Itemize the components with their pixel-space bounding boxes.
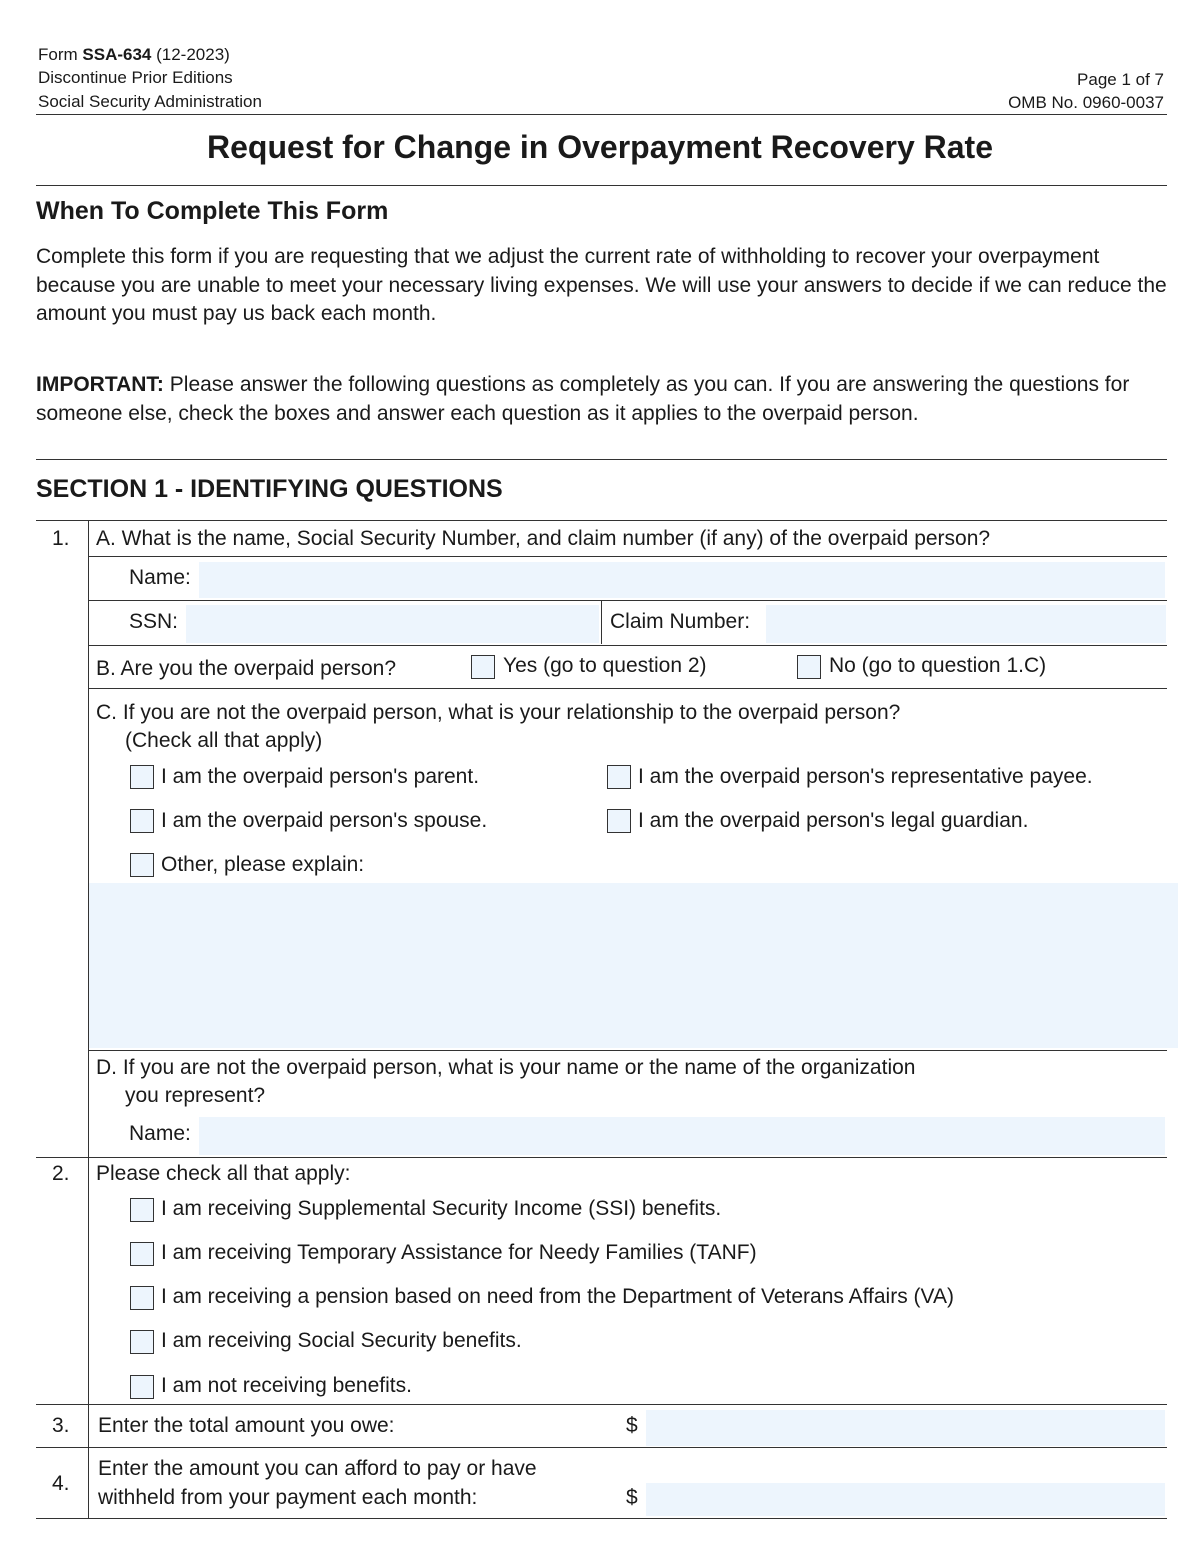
q1c-guardian-checkbox[interactable]	[607, 809, 631, 833]
q4-currency: $	[626, 1486, 638, 1509]
q2-tanf-checkbox[interactable]	[130, 1242, 154, 1266]
q1c-line	[88, 1050, 1167, 1051]
q1a-ssn-label: SSN:	[129, 610, 179, 633]
q1c-subtext: (Check all that apply)	[125, 729, 323, 752]
table-top-line	[36, 520, 1167, 521]
section-divider	[36, 459, 1167, 460]
q1c-guardian-label: I am the overpaid person's legal guardian.	[638, 809, 1029, 832]
q1b-yes-label: Yes (go to question 2)	[503, 654, 707, 677]
q3-text: Enter the total amount you owe:	[98, 1414, 395, 1437]
total-owed-input[interactable]	[646, 1410, 1165, 1446]
q2-ssi-checkbox[interactable]	[130, 1198, 154, 1222]
q1b-yes-checkbox[interactable]	[471, 655, 495, 679]
when-heading: When To Complete This Form	[36, 197, 389, 225]
q2-ss-label: I am receiving Social Security benefits.	[161, 1329, 522, 1352]
q3-bottom-line	[36, 1447, 1167, 1448]
q1d-subtext: you represent?	[125, 1084, 266, 1107]
omb-number: OMB No. 0960-0037	[1008, 93, 1164, 112]
important-note	[36, 371, 1171, 428]
q1c-text: C. If you are not the overpaid person, what is your relationship to the overpaid person?	[96, 701, 901, 724]
q2-va-label: I am receiving a pension based on need from the Department of Veterans Affairs (VA)	[161, 1285, 954, 1308]
monthly-amount-input[interactable]	[646, 1483, 1165, 1516]
title-divider	[36, 185, 1167, 186]
claim-number-input[interactable]	[766, 605, 1166, 643]
q1-bottom-line	[36, 1157, 1167, 1158]
q1b-text: B. Are you the overpaid person?	[96, 657, 397, 680]
q1b-no-checkbox[interactable]	[797, 655, 821, 679]
q2-bottom-line	[36, 1404, 1167, 1405]
q4-text-line2: withheld from your payment each month:	[98, 1486, 478, 1509]
q1c-other-label: Other, please explain:	[161, 853, 365, 876]
q1a-ssn-line	[88, 645, 1167, 646]
representative-name-input[interactable]	[199, 1117, 1165, 1155]
form-number: SSA-634	[82, 45, 152, 64]
q1a-claim-label: Claim Number:	[610, 610, 751, 633]
page-title: Request for Change in Overpayment Recovery Rate	[206, 129, 993, 165]
q1a-line	[88, 556, 1167, 557]
q1b-no-label: No (go to question 1.C)	[829, 654, 1047, 677]
section1-heading: SECTION 1 - IDENTIFYING QUESTIONS	[36, 475, 503, 503]
q1d-name-label: Name:	[129, 1122, 191, 1145]
q1a-name-label: Name:	[129, 566, 191, 589]
agency-name: Social Security Administration	[38, 92, 262, 111]
q2-ssi-label: I am receiving Supplemental Security Income (SSI) benefits.	[161, 1197, 722, 1220]
q2-none-label: I am not receiving benefits.	[161, 1374, 412, 1397]
form-prefix: Form	[38, 45, 83, 64]
form-number-line	[38, 43, 230, 66]
q2-text: Please check all that apply:	[96, 1162, 351, 1185]
q2-number: 2.	[52, 1162, 70, 1185]
important-text: Please answer the following questions as completely as you can. If you are answering the questions for someone else, check the boxes and answer each question as it applies to the overpaid person.	[36, 373, 1136, 425]
q2-ss-checkbox[interactable]	[130, 1330, 154, 1354]
page-number: Page 1 of 7	[1077, 70, 1164, 89]
q3-currency: $	[626, 1414, 638, 1437]
form-edition: (12-2023)	[151, 45, 230, 64]
discontinue-note: Discontinue Prior Editions	[38, 68, 233, 87]
q1c-spouse-label: I am the overpaid person's spouse.	[161, 809, 488, 832]
q2-va-checkbox[interactable]	[130, 1286, 154, 1310]
table-bottom-line	[36, 1518, 1167, 1519]
q4-number: 4.	[52, 1472, 70, 1495]
ssn-claim-divider	[601, 600, 602, 644]
q4-text-line1: Enter the amount you can afford to pay or have	[98, 1457, 537, 1480]
q1d-text: D. If you are not the overpaid person, what is your name or the name of the organization	[96, 1056, 916, 1079]
q1c-parent-checkbox[interactable]	[130, 765, 154, 789]
when-text: Complete this form if you are requesting that we adjust the current rate of withholding to recover your overpayment because you are unable to meet your necessary living expenses. We will use your answers to decide if we can reduce the amount you must pay us back each month.	[36, 245, 1167, 325]
ssn-input[interactable]	[186, 605, 599, 643]
q1c-other-checkbox[interactable]	[130, 853, 154, 877]
q1a-name-line	[88, 600, 1167, 601]
q2-none-checkbox[interactable]	[130, 1375, 154, 1399]
q1c-payee-label: I am the overpaid person's representative payee.	[638, 765, 1093, 788]
other-explain-textarea[interactable]	[89, 883, 1178, 1048]
q1-number: 1.	[52, 527, 70, 550]
important-label: IMPORTANT:	[36, 373, 164, 396]
q1a-text: A. What is the name, Social Security Number, and claim number (if any) of the overpaid person?	[96, 527, 991, 550]
q1c-parent-label: I am the overpaid person's parent.	[161, 765, 480, 788]
overpaid-name-input[interactable]	[199, 562, 1165, 598]
q1c-spouse-checkbox[interactable]	[130, 809, 154, 833]
q2-tanf-label: I am receiving Temporary Assistance for Needy Families (TANF)	[161, 1241, 757, 1264]
q1c-payee-checkbox[interactable]	[607, 765, 631, 789]
q1b-line	[88, 688, 1167, 689]
header-divider	[36, 114, 1167, 115]
q3-number: 3.	[52, 1414, 70, 1437]
